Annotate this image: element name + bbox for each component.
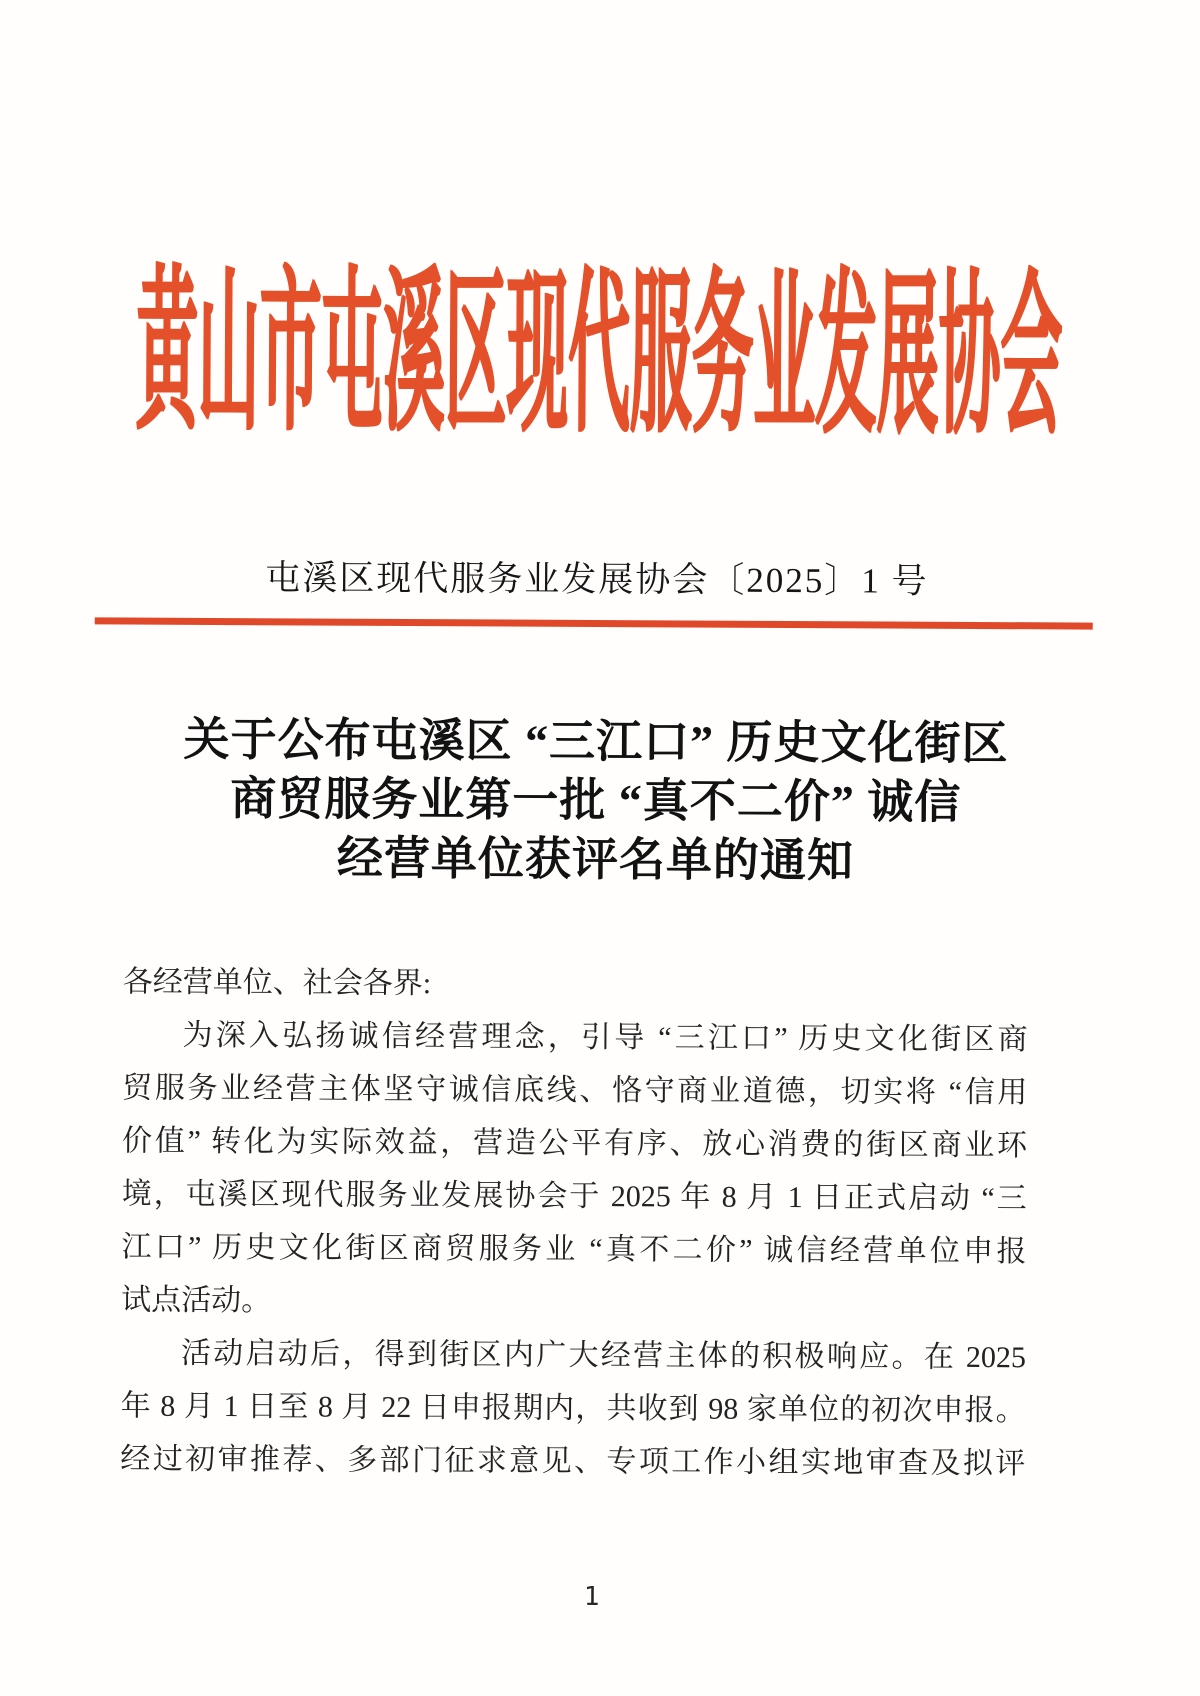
body-line: 经过初审推荐、多部门征求意见、专项工作小组实地审查及拟评: [120, 1442, 1026, 1481]
body-line: 为深入弘扬诚信经营理念，引导 “三江口” 历史文化街区商: [182, 1018, 1028, 1057]
body-line: 活动启动后，得到街区内广大经营主体的积极响应。在 2025: [180, 1336, 1026, 1375]
body-line: 各经营单位、社会各界:: [122, 965, 432, 1001]
document-body: [120, 956, 1028, 1491]
body-line: 江口” 历史文化街区商贸服务业 “真不二价” 诚信经营单位申报: [121, 1230, 1027, 1269]
title-line-3: 经营单位获评名单的通知: [336, 832, 855, 887]
document-title: [0, 709, 1196, 892]
page-number: 1: [583, 1581, 600, 1613]
body-line: 试点活动。: [121, 1283, 272, 1318]
body-line: 年 8 月 1 日至 8 月 22 日申报期内，共收到 98 家单位的初次申报。: [120, 1389, 1026, 1428]
org-banner: [0, 237, 1199, 457]
doc-number: 屯溪区现代服务业发展协会〔2025〕1 号: [265, 558, 929, 601]
title-line-1: 关于公布屯溪区 “三江口” 历史文化街区: [183, 713, 1009, 770]
body-line: 价值” 转化为实际效益，营造公平有序、放心消费的街区商业环: [121, 1124, 1028, 1163]
red-divider-rule: [95, 617, 1093, 629]
title-line-2: 商贸服务业第一批 “真不二价” 诚信: [230, 773, 962, 828]
body-line: 境，屯溪区现代服务业发展协会于 2025 年 8 月 1 日正式启动 “三: [121, 1177, 1027, 1216]
body-line: 贸服务业经营主体坚守诚信底线、恪守商业道德，切实将 “信用: [122, 1071, 1028, 1110]
org-name-heading: 黄山市屯溪区现代服务业发展协会: [134, 254, 1062, 457]
